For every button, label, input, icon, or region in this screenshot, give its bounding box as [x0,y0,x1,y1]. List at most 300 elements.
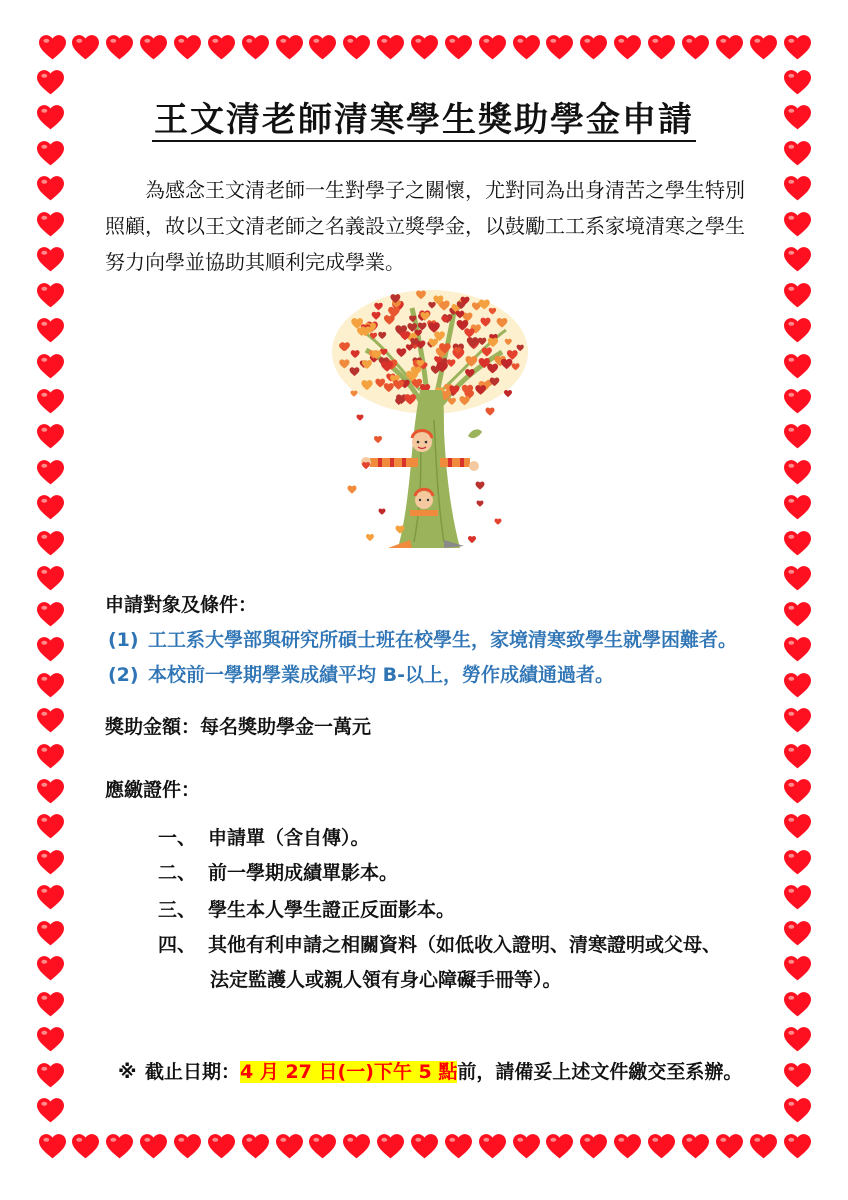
heart-shape [37,566,64,590]
heart-highlight [788,1031,794,1035]
heart-highlight [788,676,794,680]
heart-highlight [41,215,47,219]
heart-icon [479,35,506,60]
heart-shape [37,921,64,945]
heart-shape [37,779,64,803]
tree-trunk [398,390,460,548]
heart-icon [72,1134,99,1159]
heart-shape [546,1134,573,1158]
heart-shape [784,921,811,945]
heart-icon [309,35,336,60]
heart-shape [784,70,811,94]
heart-shape [784,779,811,803]
deadline-suffix: 前，請備妥上述文件繳交至系辦。 [457,1061,743,1083]
heart-icon [37,1063,64,1088]
heart-highlight [788,1066,794,1070]
heart-shape [37,1063,64,1087]
arm-stripe [402,458,406,467]
falling-leaf-heart [476,482,485,490]
eye [419,499,421,501]
heart-icon [37,850,64,875]
heart-icon [37,283,64,308]
heart-shape [37,460,64,484]
heart-highlight [178,1137,184,1141]
heart-shape [140,35,167,59]
heart-icon [682,1134,709,1159]
heart-shape [784,495,811,519]
heart-highlight [788,1102,794,1106]
heart-icon [614,1134,641,1159]
heart-icon [445,1134,472,1159]
heart-highlight [41,535,47,539]
heart-shape [37,425,64,449]
heart-icon [208,1134,235,1159]
heart-icon [309,1134,336,1159]
list-marker: 一、 [158,827,197,849]
heart-icon [242,1134,269,1159]
heart-highlight [41,428,47,432]
heart-icon [445,35,472,60]
heart-shape [140,1134,167,1158]
heart-icon [784,992,811,1017]
list-item: 前一學期成績單影本。 [208,862,399,884]
heart-shape [784,602,811,626]
heart-icon [377,35,404,60]
heart-shape [784,460,811,484]
heart-shape [546,35,573,59]
heart-icon [784,424,811,449]
heart-icon [37,708,64,733]
heart-shape [242,1134,269,1158]
heart-highlight [788,712,794,716]
heart-shape [309,1134,336,1158]
heart-highlight [619,1137,625,1141]
reference-mark: ※ [118,1061,137,1083]
falling-leaf-heart [351,391,358,397]
heart-shape [784,1027,811,1051]
title-container [0,100,848,142]
list-item-continuation: 法定監護人或親人領有身心障礙手冊等）。 [210,969,562,991]
heart-shape [411,35,438,59]
heart-highlight [483,38,489,42]
heart-highlight [788,74,794,78]
heart-icon [174,35,201,60]
falling-leaf-heart [362,462,370,469]
list-marker: 四、 [158,934,197,956]
heart-icon [37,885,64,910]
heart-icon [784,460,811,485]
heart-icon [106,35,133,60]
heart-shape [309,35,336,59]
heart-highlight [551,1137,557,1141]
heart-shape [174,35,201,59]
heart-shape [343,1134,370,1158]
heart-highlight [415,1137,421,1141]
heart-icon [37,495,64,520]
condition-text: 本校前一學期學業成績平均 B-以上，勞作成績通過者。 [148,664,614,686]
heart-shape [784,212,811,236]
heart-highlight [720,1137,726,1141]
heart-highlight [788,641,794,645]
heart-shape [614,1134,641,1158]
heart-highlight [449,38,455,42]
falling-leaf-heart [357,415,364,421]
heart-icon [37,354,64,379]
falling-leaf-heart [504,390,512,397]
heart-shape [242,35,269,59]
heart-icon [276,35,303,60]
heart-highlight [788,393,794,397]
heart-icon [784,212,811,237]
heart-highlight [754,38,760,42]
heart-icon [37,389,64,414]
heart-highlight [280,1137,286,1141]
list-item: 其他有利申請之相關資料（如低收入證明、清寒證明或父母、 [208,934,722,956]
heart-highlight [788,995,794,999]
falling-leaf-heart [366,534,374,541]
heart-highlight [517,1137,523,1141]
heart-shape [37,176,64,200]
heart-icon [784,495,811,520]
deadline-date: 4 月 27 日(一)下午 5 點 [240,1061,458,1083]
heart-shape [276,35,303,59]
heart-shape [39,35,66,59]
heart-icon [784,637,811,662]
heart-shape [37,708,64,732]
heart-highlight [788,1137,794,1141]
heart-highlight [41,712,47,716]
heart-highlight [788,145,794,149]
heart-shape [343,35,370,59]
heart-highlight [41,676,47,680]
heart-icon [37,673,64,698]
heart-icon [784,1027,811,1052]
heart-shape [784,141,811,165]
heart-highlight [686,1137,692,1141]
heart-highlight [41,641,47,645]
heart-highlight [788,499,794,503]
heart-highlight [41,889,47,893]
falling-leaf-heart [468,536,476,543]
green-leaf [468,429,482,438]
heart-shape [784,283,811,307]
heart-icon [784,708,811,733]
heart-shape [784,1134,811,1158]
heart-shape [37,850,64,874]
heart-icon [37,779,64,804]
heart-shape [784,566,811,590]
heart-shape [513,35,540,59]
heart-shape [377,35,404,59]
heart-highlight [41,286,47,290]
heart-shape [513,1134,540,1158]
heart-highlight [41,145,47,149]
tree-trunk-group [361,390,482,548]
heart-icon [546,35,573,60]
heart-shape [37,531,64,555]
heart-icon [208,35,235,60]
heart-highlight [788,464,794,468]
heart-icon [784,921,811,946]
heart-icon [37,1098,64,1123]
heart-shape [37,956,64,980]
heart-highlight [788,322,794,326]
heart-icon [140,35,167,60]
condition-number: (1) [108,629,139,651]
heart-highlight [348,1137,354,1141]
heart-icon [72,35,99,60]
heart-icon [546,1134,573,1159]
heart-shape [276,1134,303,1158]
heart-highlight [41,783,47,787]
heart-highlight [788,357,794,361]
heart-icon [37,956,64,981]
heart-shape [784,318,811,342]
heart-shape [784,35,811,59]
heart-highlight [41,357,47,361]
heart-icon [784,956,811,981]
heart-highlight [41,74,47,78]
heart-icon [750,1134,777,1159]
heart-icon [343,35,370,60]
heart-icon [37,566,64,591]
heart-icon [37,424,64,449]
heart-icon [784,247,811,272]
heart-icon [784,814,811,839]
eye [427,499,429,501]
heart-highlight [788,925,794,929]
heart-icon [37,921,64,946]
heart-highlight [212,38,218,42]
heart-highlight [415,38,421,42]
heart-icon [242,35,269,60]
condition-item [108,663,614,687]
heart-shape [784,815,811,839]
heart-highlight [77,38,83,42]
list-marker: 二、 [158,862,197,884]
heart-shape [208,35,235,59]
heart-shape [37,815,64,839]
heart-icon [784,354,811,379]
heart-highlight [77,1137,83,1141]
arm-stripe [448,458,452,467]
heart-icon [39,35,66,60]
list-item: 申請單（含自傳）。 [208,827,370,849]
heart-shape [784,673,811,697]
heart-highlight [788,570,794,574]
heart-icon [479,1134,506,1159]
heart-shape [784,354,811,378]
heart-icon [37,602,64,627]
deadline-notice [118,1060,742,1084]
heart-highlight [788,818,794,822]
heart-icon [784,566,811,591]
heart-shape [72,1134,99,1158]
arm-stripe [460,458,464,467]
heart-icon [784,318,811,343]
deadline-label: 截止日期： [145,1061,241,1083]
heart-highlight [754,1137,760,1141]
heart-shape [208,1134,235,1158]
heart-highlight [348,38,354,42]
heart-icon [750,35,777,60]
heart-icon [784,176,811,201]
heart-highlight [788,180,794,184]
heart-highlight [41,605,47,609]
heart-shape [580,35,607,59]
heart-highlight [517,38,523,42]
intro-line: 照顧，故以王文清老師之名義設立獎學金，以鼓勵工工系家境清寒之學生 [105,214,745,238]
heart-shape [37,602,64,626]
heart-shape [106,35,133,59]
heart-shape [37,992,64,1016]
heart-icon [140,1134,167,1159]
heart-highlight [41,747,47,751]
heart-highlight [246,38,252,42]
heart-icon [37,531,64,556]
heart-shape [37,354,64,378]
heart-icon [37,176,64,201]
heart-icon [37,141,64,166]
heart-shape [784,885,811,909]
heart-highlight [449,1137,455,1141]
heart-highlight [788,251,794,255]
heart-highlight [41,499,47,503]
heart-icon [784,850,811,875]
heart-shape [716,1134,743,1158]
intro-line: 為感念王文清老師一生對學子之關懷，尤對同為出身清苦之學生特別 [145,178,745,202]
heart-highlight [788,854,794,858]
heart-shape [37,389,64,413]
heart-shape [784,637,811,661]
scholarship-amount: 獎助金額：每名獎助學金一萬元 [105,716,372,738]
falling-leaf-heart [374,436,382,443]
heart-highlight [111,38,117,42]
heart-icon [37,212,64,237]
heart-icon [784,602,811,627]
heart-icon [784,70,811,95]
heart-highlight [280,38,286,42]
heart-shape [784,744,811,768]
heart-highlight [41,1066,47,1070]
heart-shape [784,176,811,200]
heart-icon [784,885,811,910]
lower-arms [410,510,438,516]
heart-highlight [41,854,47,858]
heart-icon [614,35,641,60]
heart-shape [614,35,641,59]
heart-icon [784,141,811,166]
heart-highlight [43,38,49,42]
heart-icon [37,247,64,272]
heart-highlight [111,1137,117,1141]
heart-shape [479,1134,506,1158]
heart-highlight [41,960,47,964]
heart-shape [106,1134,133,1158]
heart-icon [784,744,811,769]
heart-highlight [652,1137,658,1141]
heart-highlight [788,747,794,751]
heart-icon [784,389,811,414]
heart-highlight [144,38,150,42]
heart-icon [174,1134,201,1159]
arm-stripe [390,458,394,467]
heart-shape [784,992,811,1016]
heart-icon [39,1134,66,1159]
heart-highlight [43,1137,49,1141]
heart-shape [716,35,743,59]
heart-icon [37,460,64,485]
heart-highlight [41,570,47,574]
heart-highlight [382,1137,388,1141]
heart-icon [784,1098,811,1123]
heart-highlight [41,1031,47,1035]
heart-shape [174,1134,201,1158]
heart-highlight [652,38,658,42]
heart-shape [682,1134,709,1158]
heart-highlight [246,1137,252,1141]
heart-icon [37,814,64,839]
heart-shape [37,212,64,236]
heart-shape [37,885,64,909]
heart-shape [377,1134,404,1158]
intro-paragraph [105,172,785,280]
right-hand [469,461,479,471]
heart-shape [37,637,64,661]
heart-shape [37,495,64,519]
heart-highlight [686,38,692,42]
heart-shape [784,956,811,980]
heart-highlight [585,1137,591,1141]
heart-icon [37,992,64,1017]
heart-icon [37,744,64,769]
heart-icon [784,531,811,556]
heart-icon [784,1134,811,1159]
falling-leaf-heart [379,509,386,515]
heart-highlight [483,1137,489,1141]
heart-icon [106,1134,133,1159]
heart-shape [479,35,506,59]
heart-highlight [788,960,794,964]
heart-shape [784,1063,811,1087]
heart-shape [445,1134,472,1158]
heart-shape [784,850,811,874]
heart-shape [39,1134,66,1158]
heart-highlight [551,38,557,42]
page-title: 王文清老師清寒學生獎助學金申請 [154,100,694,140]
heart-icon [411,1134,438,1159]
heart-shape [648,35,675,59]
heart-shape [37,1027,64,1051]
heart-highlight [314,1137,320,1141]
heart-highlight [41,818,47,822]
heart-shape [37,1098,64,1122]
heart-icon [784,1063,811,1088]
heart-highlight [178,38,184,42]
heart-shape [445,35,472,59]
heart-highlight [41,1102,47,1106]
heart-shape [580,1134,607,1158]
falling-leaf-heart [477,501,484,507]
heart-highlight [144,1137,150,1141]
intro-line: 努力向學並協助其順利完成學業。 [105,250,405,274]
tree-illustration [330,290,530,560]
heart-icon [648,35,675,60]
heart-shape [784,389,811,413]
heart-shape [37,70,64,94]
heart-shape [784,531,811,555]
heart-icon [276,1134,303,1159]
